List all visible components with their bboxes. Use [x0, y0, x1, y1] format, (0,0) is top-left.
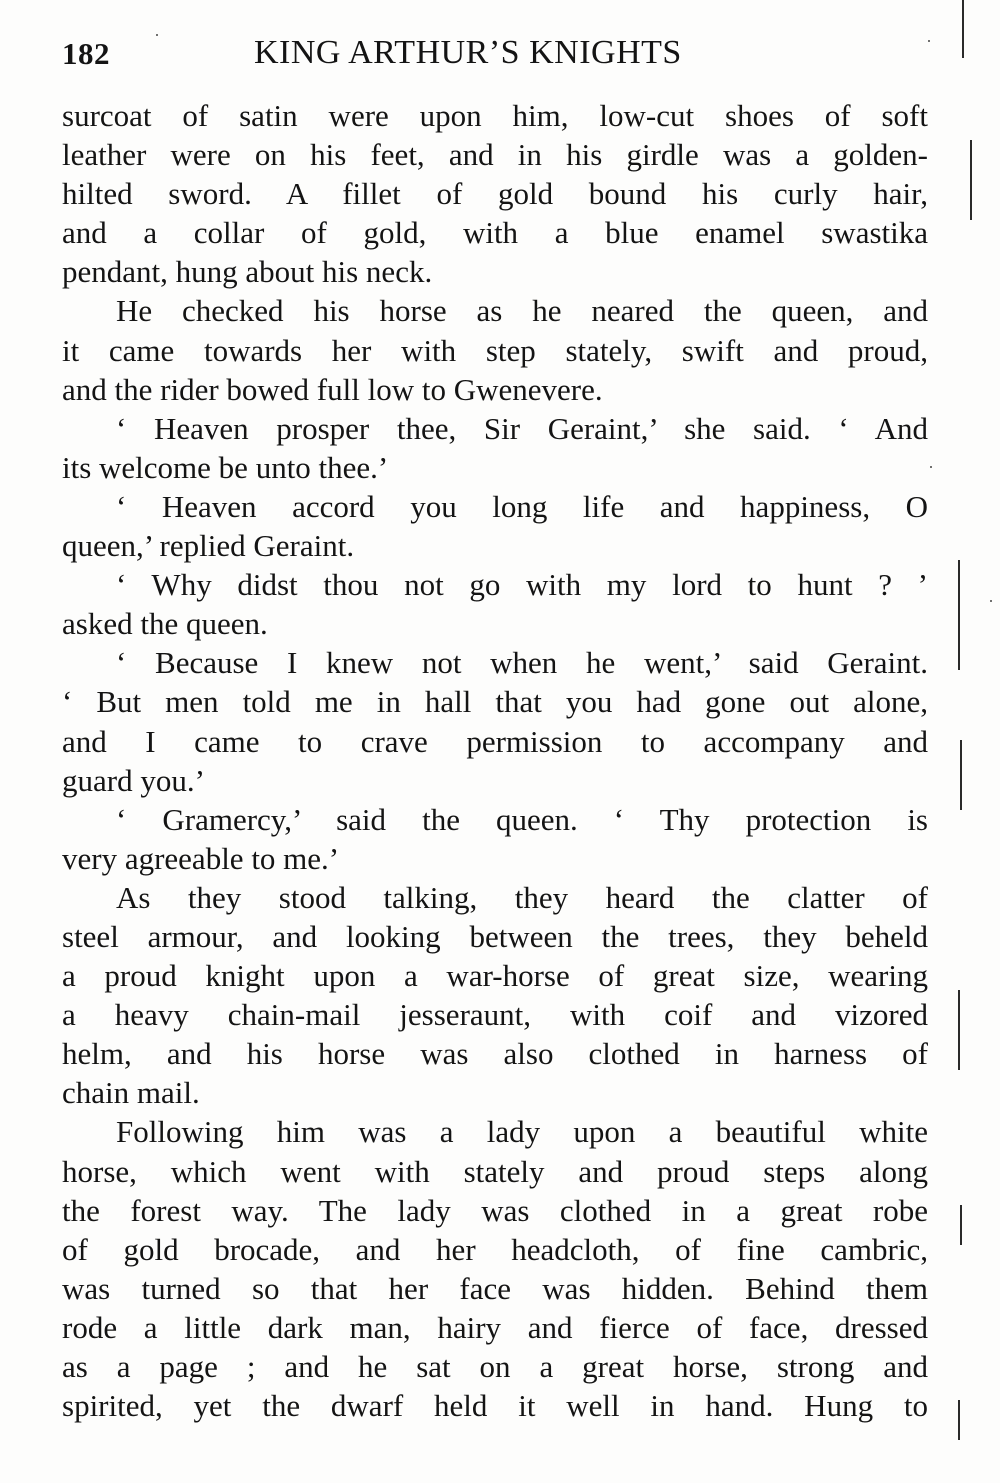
margin-speck [990, 600, 992, 602]
text-line: rode a little dark man, hairy and fierce of face, dressed [62, 1309, 928, 1345]
margin-mark [960, 1205, 962, 1245]
text-line: asked the queen. [62, 606, 268, 642]
margin-mark [958, 1400, 960, 1440]
text-line: ‘ Because I knew not when he went,’ said Geraint. [116, 645, 928, 681]
text-line: it came towards her with step stately, swift and proud, [62, 332, 928, 368]
running-title: KING ARTHUR’S KNIGHTS [254, 34, 682, 71]
margin-speck [930, 466, 932, 468]
text-line: was turned so that her face was hidden. Behind them [62, 1270, 928, 1306]
text-line: hilted sword. A fillet of gold bound his curly hair, [62, 176, 928, 212]
text-line: surcoat of satin were upon him, low-cut shoes of soft [62, 98, 928, 133]
margin-mark [958, 990, 960, 1070]
text-line: horse, which went with stately and proud steps along [62, 1153, 928, 1189]
text-line: He checked his horse as he neared the queen, and [116, 293, 928, 329]
text-line: pendant, hung about his neck. [62, 254, 433, 290]
margin-mark [960, 740, 962, 810]
text-line: spirited, yet the dwarf held it well in hand. Hung to [62, 1388, 928, 1424]
text-line: ‘ But men told me in hall that you had gone out alone, [62, 684, 928, 720]
margin-speck [156, 34, 158, 36]
margin-mark [970, 140, 972, 220]
margin-speck [928, 40, 930, 42]
text-line: and I came to crave permission to accompany and [62, 723, 928, 759]
text-line: Following him was a lady upon a beautiful white [116, 1114, 928, 1150]
text-line: its welcome be unto thee.’ [62, 449, 389, 485]
text-line: chain mail. [62, 1075, 200, 1111]
text-line: steel armour, and looking between the trees, they beheld [62, 918, 928, 954]
text-line: and a collar of gold, with a blue enamel swastika [62, 215, 928, 251]
text-line: ‘ Heaven accord you long life and happiness, O [116, 488, 928, 524]
margin-mark [958, 560, 960, 670]
text-line: as a page ; and he sat on a great horse, strong and [62, 1349, 928, 1384]
text-line: the forest way. The lady was clothed in a great robe [62, 1192, 928, 1228]
text-line: As they stood talking, they heard the clatter of [116, 879, 928, 915]
text-line: a heavy chain-mail jesseraunt, with coif and vizored [62, 997, 928, 1033]
text-line: ‘ Why didst thou not go with my lord to hunt ? ’ [116, 567, 928, 603]
text-line: and the rider bowed full low to Gwenevere. [62, 371, 603, 407]
margin-mark [962, 0, 964, 58]
text-line: leather were on his feet, and in his girdle was a golden- [62, 137, 928, 173]
text-line: ‘ Gramercy,’ said the queen. ‘ Thy protection is [116, 801, 928, 837]
text-line: of gold brocade, and her headcloth, of fine cambric, [62, 1231, 928, 1267]
text-line: guard you.’ [62, 762, 205, 798]
text-line: very agreeable to me.’ [62, 840, 340, 876]
body-text [62, 96, 928, 1425]
text-line: helm, and his horse was also clothed in harness of [62, 1036, 928, 1072]
page-header [62, 28, 932, 78]
text-line: queen,’ replied Geraint. [62, 528, 355, 564]
text-line: ‘ Heaven prosper thee, Sir Geraint,’ she said. ‘ And [116, 410, 928, 446]
text-line: a proud knight upon a war-horse of great size, wearing [62, 958, 928, 994]
page-number: 182 [62, 36, 110, 71]
